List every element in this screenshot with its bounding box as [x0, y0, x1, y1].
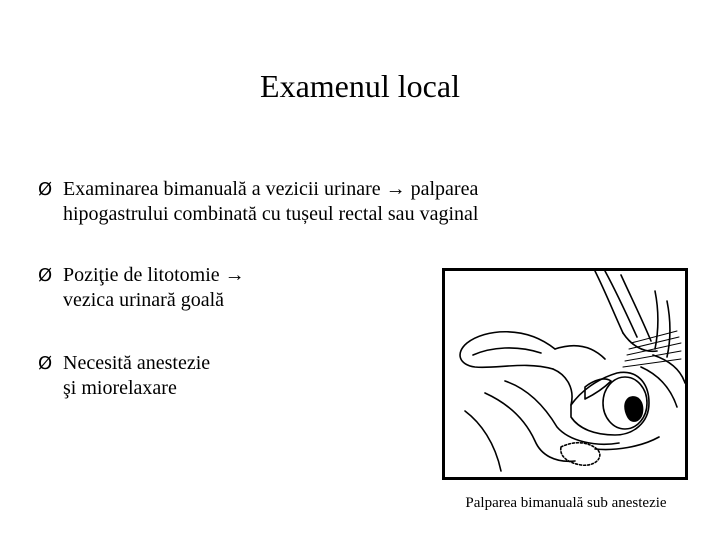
slide-title: Examenul local	[260, 68, 460, 104]
bullet-text	[63, 177, 658, 227]
arrow-bullet-icon: Ø	[38, 353, 53, 374]
bullet-text	[63, 351, 338, 401]
arrow-bullet-icon: Ø	[38, 179, 53, 200]
bullet-line: Examinarea bimanuală a vezicii urinare → palparea	[63, 178, 479, 200]
bimanual-palpation-drawing	[445, 271, 685, 477]
bullet-line: şi miorelaxare	[63, 377, 177, 399]
bullet-item-lithotomy-position	[38, 263, 338, 313]
bullet-text	[63, 263, 338, 313]
bullet-line: Poziţie de litotomie →	[63, 264, 245, 286]
bullet-item-bimanual-exam	[38, 177, 658, 227]
bullet-line: Necesită anestezie	[63, 352, 211, 374]
bullet-item-anesthesia	[38, 351, 338, 401]
anatomical-illustration	[442, 268, 688, 480]
arrow-bullet-icon: Ø	[38, 265, 53, 286]
figure-caption: Palparea bimanuală sub anestezie	[465, 495, 667, 511]
bullet-line: vezica urinară goală	[63, 289, 225, 311]
bullet-line: hipogastrului combinată cu tușeul rectal sau vaginal	[63, 203, 479, 225]
